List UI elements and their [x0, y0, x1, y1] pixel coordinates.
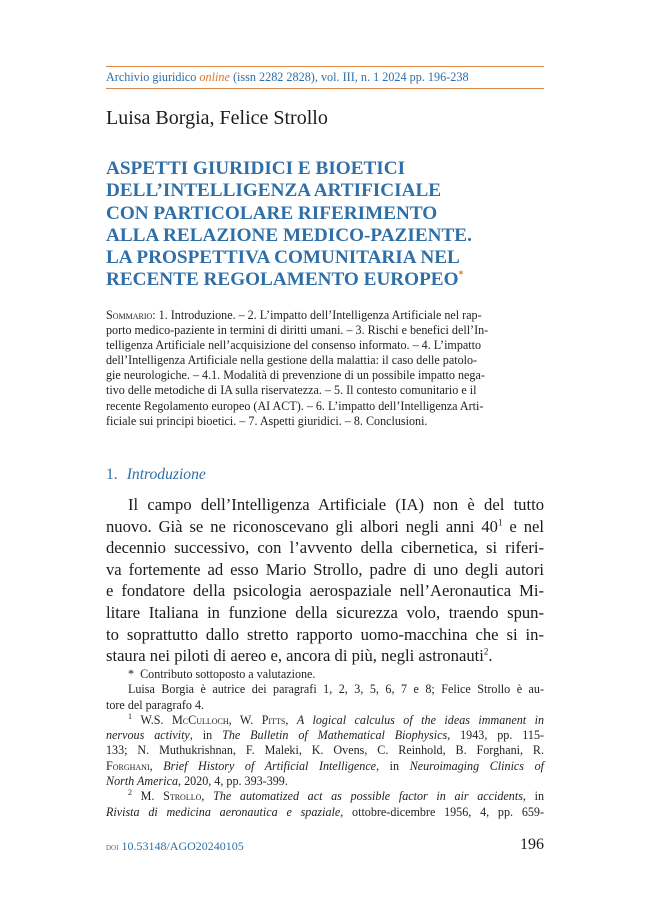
footnote-mark: 1: [128, 711, 132, 721]
summary-line: porto medico-paziente in termini di diritti umani. – 3. Rischi e benefici dell’In-: [106, 323, 489, 338]
title-line: CON PARTICOLARE RIFERIMENTO: [106, 202, 438, 224]
footnote-title: A logical calculus of the ideas immanent in: [296, 712, 544, 727]
footnote-text: , 1943, pp. 115-: [447, 728, 545, 743]
body-line: [106, 516, 544, 538]
body-line: litare Italiana in funzione della sicurezza volo, traendo spun-: [106, 602, 544, 622]
body-paragraph: [106, 494, 544, 667]
title-line: ASPETTI GIURIDICI E BIOETICI: [106, 158, 406, 179]
footnote-text: M. Strollo,: [140, 789, 205, 804]
footnote-journal: Rivista di medicina aeronautica e spaziale: [106, 804, 341, 819]
body-line: Il campo dell’Intelligenza Artificiale (IA) non è del tutto: [128, 495, 544, 514]
summary-line: recente Regolamento europeo (AI ACT). – 6. L’impatto dell’Intelligenza Arti-: [106, 398, 484, 413]
journal-name: Archivio giuridico: [106, 70, 197, 84]
summary-line: tivo delle metodiche di IA sulla riservatezza. – 5. Il contesto comunitario e il: [106, 383, 477, 398]
body-text: e nel: [502, 516, 544, 536]
footnote-journal: North America: [106, 774, 179, 789]
footnote-1-line: [106, 774, 544, 789]
article-title: [106, 158, 544, 292]
section-heading: [106, 466, 206, 484]
footnote-2: [106, 789, 544, 804]
footnote-text: Forghani,: [106, 758, 153, 773]
title-line: DELL’INTELLIGENZA ARTIFICIALE: [106, 180, 442, 202]
footnote-text: , in: [522, 789, 544, 804]
body-line: [106, 645, 544, 667]
body-line: decennio successivo, con l’avvento della cibernetica, si riferi-: [106, 538, 544, 558]
doi-link[interactable]: [106, 839, 244, 854]
footnote-text: Contributo sottoposto a valutazione.: [140, 667, 316, 681]
footnote-ref[interactable]: 1: [497, 517, 503, 528]
footnote-title: nervous activity: [106, 728, 190, 743]
footnote-star: [106, 667, 544, 682]
footnote-1-line: [106, 728, 544, 743]
section-title: Introduzione: [126, 466, 206, 483]
body-text: staura nei piloti di aereo e, ancora di più, negli astronauti: [106, 646, 484, 666]
summary-line: [106, 308, 544, 323]
footnote-1-line: [106, 743, 544, 758]
footnote-journal: Neuroimaging Clinics of: [409, 758, 545, 773]
footnotes: [106, 667, 544, 820]
doi-value: 10.53148/AGO20240105: [121, 839, 244, 853]
footnote-text: , in: [189, 728, 223, 743]
footnote-mark: *: [128, 667, 135, 681]
title-footnote-mark: *: [458, 270, 464, 282]
summary: [106, 308, 544, 429]
footnote-title: Brief History of Artificial Intelligence: [163, 758, 377, 773]
footnote-text: , ottobre-dicembre 1956, 4, pp. 659-: [340, 804, 544, 819]
body-text: .: [488, 646, 493, 666]
body-line: to soprattutto dallo stretto rapporto uomo-macchina che si in-: [106, 624, 544, 644]
body-line: e fondatore della psicologia aerospaziale nell’Aeronautica Mi-: [106, 581, 544, 601]
title-line-last: [106, 269, 544, 291]
body-line: va fortemente ad esso Mario Strollo, padre di uno degli autori: [106, 559, 544, 579]
footnote-text: W.S. McCulloch, W. Pitts,: [140, 712, 289, 727]
journal-issue-info: (issn 2282 2828), vol. III, n. 1 2024 pp. 196-238: [232, 70, 469, 84]
title-line: RECENTE REGOLAMENTO EUROPEO: [106, 269, 459, 291]
footnote-journal: The Bulletin of Mathematical Biophysics: [222, 728, 448, 743]
footnote-1-line: [106, 759, 544, 774]
title-line: ALLA RELAZIONE MEDICO-PAZIENTE.: [106, 224, 472, 246]
summary-line: gie neurologiche. – 4.1. Modalità di prevenzione di un possibile impatto nega-: [106, 368, 485, 383]
footnote-authorship-cont: tore del paragrafo 4.: [106, 697, 205, 712]
footnote-2-line: [106, 805, 544, 820]
journal-online-label: online: [199, 70, 230, 84]
footnote-title: The automatized act as possible factor in air accidents: [213, 789, 523, 804]
article-authors: Luisa Borgia, Felice Strollo: [106, 107, 328, 129]
summary-line: dell’Intelligenza Artificiale nella gestione della malattia: il caso delle patolo-: [106, 353, 478, 368]
footnote-ref[interactable]: 2: [483, 646, 489, 657]
summary-line: ficiale sui principi bioetici. – 7. Aspetti giuridici. – 8. Conclusioni.: [106, 413, 428, 428]
summary-line: telligenza Artificiale nell’acquisizione del consenso informato. – 4. L’impatto: [106, 338, 482, 353]
running-head: [106, 66, 544, 89]
body-text: nuovo. Già se ne riconoscevano gli albori negli anni 40: [106, 516, 498, 536]
doi-label: doi: [106, 842, 119, 853]
footnote-text: , 2020, 4, pp. 393-399.: [178, 774, 288, 789]
title-line: LA PROSPETTIVA COMUNITARIA NEL: [106, 247, 460, 269]
footnote-text: , in: [376, 758, 410, 773]
section-number: 1.: [106, 466, 118, 483]
footnote-authorship: Luisa Borgia è autrice dei paragrafi 1, 2, 3, 5, 6, 7 e 8; Felice Strollo è au-: [128, 682, 544, 697]
summary-text: : 1. Introduzione. – 2. L’impatto dell’Intelligenza Artificiale nel rap-: [152, 308, 482, 322]
footnote-text: 133; N. Muthukrishnan, F. Maleki, K. Ovens, C. Reinhold, B. Forghani, R.: [106, 743, 544, 758]
footnote-mark: 2: [128, 788, 132, 798]
page-number: 196: [520, 836, 544, 853]
footnote-1: [106, 713, 544, 728]
summary-label: Sommario: [106, 308, 153, 322]
